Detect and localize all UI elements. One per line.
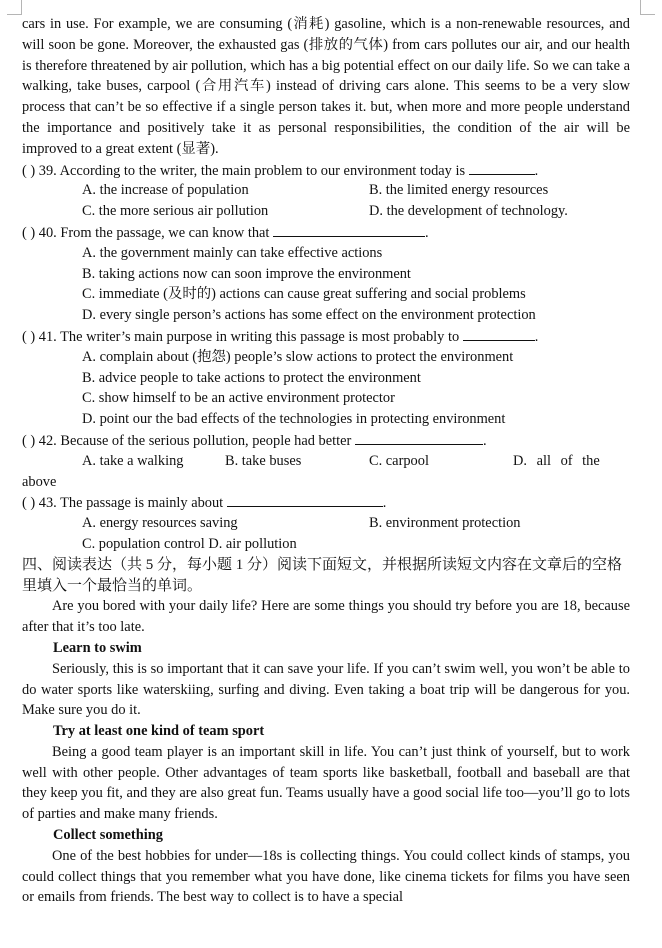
page-corner-mark-left	[7, 0, 22, 15]
option-b: B. environment protection	[369, 515, 521, 532]
passage-paragraph: cars in use. For example, we are consuming (消耗) gasoline, which is a non-renewable resources, and will soon be gone. Moreover, the exhausted gas (排放的气体) from cars pollutes our air, and our health is therefore threatened by air pollution, which has a big potential effect on our daily life. So we can take a walking, take buses, carpool (合用汽车) instead of driving cars alone. This seems to be a very slow process that can’t be so effective if a single person takes it. but, when more and more people understand the importance and positively take it as personal responsibilities, the condition of the air will be improved to a great extent (显著).	[22, 16, 630, 157]
question-stem: According to the writer, the main problem to our environment today is	[59, 162, 466, 179]
option-c: C. the more serious air pollution	[82, 203, 269, 220]
question-41: ( ) 41. The writer’s main purpose in writing this passage is most probably to .	[22, 326, 630, 347]
option-a: A. take a walking	[82, 452, 184, 469]
answer-blank	[227, 492, 383, 507]
options-row	[22, 534, 630, 555]
subheading-team-sport: Try at least one kind of team sport	[53, 723, 265, 740]
option-c: C. population control	[82, 535, 205, 552]
question-stem: The passage is mainly about	[60, 495, 224, 512]
question-number: ( ) 43.	[22, 495, 57, 512]
options-row	[22, 201, 630, 222]
paragraph-swim: Seriously, this is so important that it can save your life. If you can’t swim well, you won’t be able to do water sports like waterskiing, surfing and diving. Even taking a boat trip will be dangerous for you. Make sure you do it.	[22, 660, 630, 719]
option-d: D. the development of technology.	[369, 203, 568, 220]
question-42: ( ) 42. Because of the serious pollution, people had better .	[22, 430, 630, 451]
answer-blank	[355, 430, 483, 445]
option-a: A. the government mainly can take effective actions	[82, 244, 383, 261]
paragraph-collect: One of the best hobbies for under—18s is collecting things. You could collect kinds of stamps, you could collect things that you remember what you have done, like cinema tickets for films you have seen or emails from friends. The best way to collect is to have a special	[22, 847, 630, 906]
option-a: A. complain about (抱怨) people’s slow actions to protect the environment	[82, 348, 514, 365]
question-stem: From the passage, we can know that	[60, 224, 270, 241]
question-39: ( ) 39. According to the writer, the main problem to our environment today is .	[22, 160, 630, 181]
question-40: ( ) 40. From the passage, we can know that .	[22, 222, 630, 243]
question-number: ( ) 41.	[22, 328, 57, 345]
option-b: B. take buses	[225, 452, 302, 469]
subheading-swim: Learn to swim	[53, 639, 142, 656]
paragraph-team-sport: Being a good team player is an important skill in life. You can’t just think of yourself, but to work well with other people. Other advantages of team sports like basketball, football and baseball are that they keep you fit, and they are also great fun. Teams usually have a good social life too—you’ll go to lots of parties and make many friends.	[22, 743, 630, 823]
option-c: C. show himself to be an active environment protector	[82, 390, 395, 407]
question-number: ( ) 39.	[22, 162, 57, 179]
option-d: D. all of the	[513, 452, 600, 469]
option-a: A. energy resources saving	[82, 515, 238, 532]
option-d-wrap: above	[22, 473, 57, 490]
option-b: B. taking actions now can soon improve the environment	[82, 265, 411, 282]
answer-blank	[469, 160, 535, 175]
answer-blank	[273, 222, 425, 237]
options-row	[22, 180, 630, 201]
option-d: D. point our the bad effects of the technologies in protecting environment	[82, 411, 506, 428]
intro-paragraph: Are you bored with your daily life? Here are some things you should try before you are 18, because after that it’s too late.	[22, 598, 630, 636]
option-d: D. every single person’s actions has some effect on the environment protection	[82, 307, 536, 324]
options-row	[22, 451, 630, 472]
question-stem: The writer’s main purpose in writing this passage is most probably to	[60, 328, 460, 345]
option-d: D. air pollution	[208, 535, 297, 552]
option-c: C. immediate (及时的) actions can cause great suffering and social problems	[82, 286, 526, 303]
question-stem: Because of the serious pollution, people had better	[60, 432, 352, 449]
page-corner-mark-right	[640, 0, 655, 15]
option-c: C. carpool	[369, 452, 429, 469]
question-number: ( ) 42.	[22, 432, 57, 449]
answer-blank	[463, 326, 535, 341]
section-title: 四、阅读表达（共 5 分，每小题 1 分）阅读下面短文，并根据所读短文内容在文章后的空格里填入一个最恰当的单词。	[22, 556, 623, 594]
subheading-collect: Collect something	[53, 827, 163, 844]
option-a: A. the increase of population	[82, 182, 249, 199]
question-number: ( ) 40.	[22, 224, 57, 241]
question-43: ( ) 43. The passage is mainly about .	[22, 492, 630, 513]
option-b: B. the limited energy resources	[369, 182, 549, 199]
document-page	[22, 14, 630, 908]
option-b: B. advice people to take actions to protect the environment	[82, 369, 421, 386]
options-row	[22, 513, 630, 534]
